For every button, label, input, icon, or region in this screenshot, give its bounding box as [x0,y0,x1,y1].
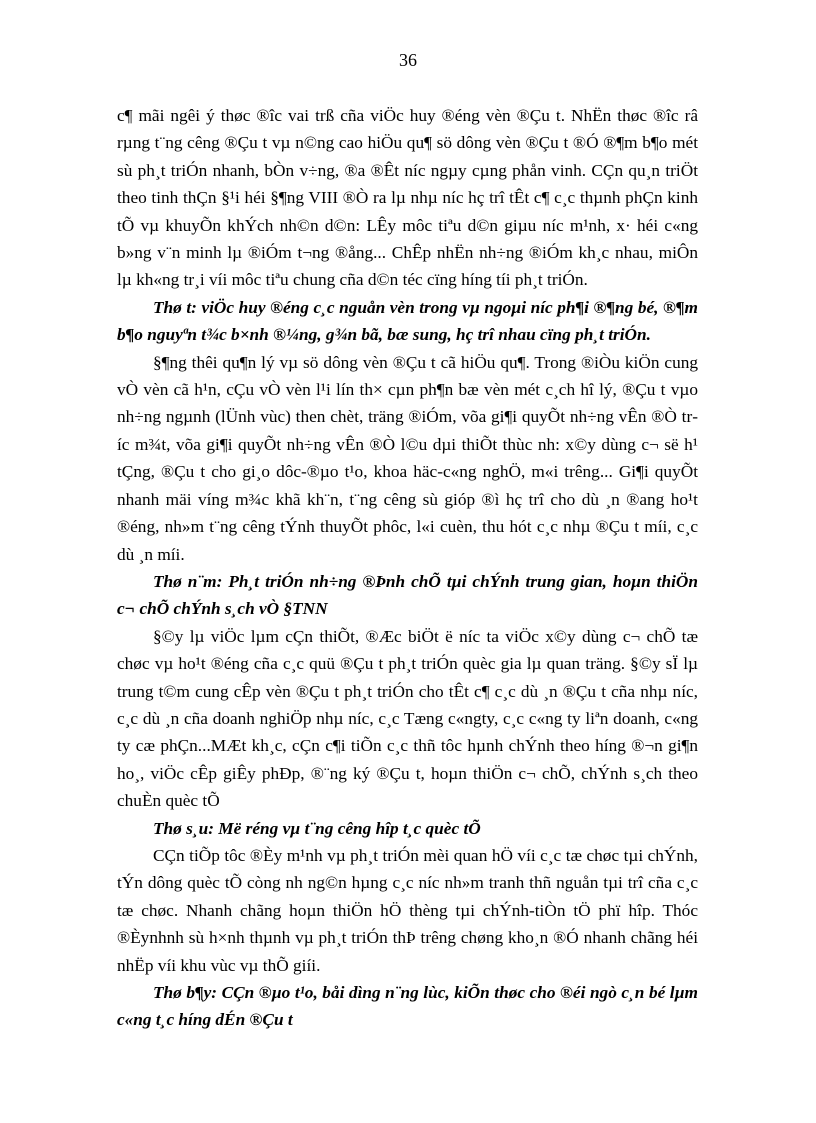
page-number: 36 [399,50,417,70]
section-heading-sixth: Thø s¸u: Më réng vµ t¨ng cêng hîp t¸c quèc tÕ [153,818,481,838]
paragraph-fourth: §¶ng thêi qu¶n lý vµ sö dông vèn ®Çu t cã hiÖu qu¶. Trong ®iÒu kiÖn cung vÒ vèn cã h¹n, cÇu vÒ vèn l¹i lín th× cµn ph¶n bæ vèn mét c¸ch hî lý, ®Çu t vµo nh÷ng ngµnh (lÜnh vùc) then chèt, träng ®iÓm, võa gi¶i quyÕt nh÷ng vÊn ®Ò tríc m¾t, võa gi¶i quyÕt nh÷ng vÊn ®Ò l©u dµi thiÕt thùc nh: x©y dùng c¬ së h¹ tÇng, ®Çu t cho gi¸o dôc-®µo t¹o, khoa häc-c«ng nghÖ, m«i trêng... Gi¶i quyÕt nhanh mäi víng m¾c khã kh¨n, t¨ng cêng sù gióp ®ì hç trî cho dù ¸n ®ang ho¹t ®éng, nh»m t¨ng cêng tÝnh thuyÕt phôc, l«i cuèn, thu hót c¸c nhµ ®Çu t míi, c¸c dù ¸n míi. [117,352,698,564]
document-body [117,102,698,1034]
paragraph-fifth: §©y lµ viÖc lµm cÇn thiÕt, ®Æc biÖt ë níc ta viÖc x©y dùng c¬ chÕ tæ chøc vµ ho¹t ®éng cña c¸c quü ®Çu t ph¸t triÓn quèc gia lµ quan träng. §©y sÏ lµ trung t©m cung cÊp vèn ®Çu t ph¸t triÓn cho tÊt c¶ c¸c dù ¸n ®Çu t cña nhµ níc, c¸c dù ¸n cña doanh nghiÖp nhµ níc, c¸c Tæng c«ngty, c¸c c«ng ty liªn doanh, c«ng ty cæ phÇn...MÆt kh¸c, cÇn c¶i tiÕn c¸c thñ tôc hµnh chÝnh theo híng ®¬n gi¶n ho¸, viÖc cÊp giÊy phÐp, ®¨ng ký ®Çu t, hoµn thiÖn c¬ chÕ, chÝnh s¸ch theo chuÈn quèc tÕ [117,626,698,811]
paragraph-sixth: CÇn tiÕp tôc ®Èy m¹nh vµ ph¸t triÓn mèi quan hÖ víi c¸c tæ chøc tµi chÝnh, tÝn dông quèc tÕ còng nh ng©n hµng c¸c níc nh»m tranh thñ nguån tµi trî cña c¸c tæ chøc. Nhanh chãng hoµn thiÖn hÖ thèng tµi chÝnh-tiÒn tÖ phï hîp. Thóc ®Èynhnh sù h×nh thµnh vµ ph¸t triÓn thÞ trêng chøng kho¸n ®Ó nhanh chãng héi nhËp víi khu vùc vµ thÕ giíi. [117,845,698,975]
paragraph-intro: c¶ mãi ngêi ý thøc ®îc vai trß cña viÖc huy ®éng vèn ®Çu t. NhËn thøc ®îc râ rµng t¨ng cêng ®Çu t vµ n©ng cao hiÖu qu¶ sö dông vèn ®Çu t ®Ó ®¶m b¶o mét sù ph¸t triÓn nhanh, bÒn v÷ng, ®a ®Êt níc ngµy cµng phån vinh. CÇn qu¸n triÖt theo tinh thÇn §¹i héi §¶ng VIII ®Ò ra lµ nhµ níc hç trî tÊt c¶ c¸c thµnh phÇn kinh tÕ vµ khuyÕn khÝch nh©n d©n: LÊy môc tiªu d©n giµu níc m¹nh, x· héi c«ng b»ng v¨n minh lµ ®iÓm t¬ng ®ång... ChÊp nhËn nh÷ng ®iÓm kh¸c nhau, miÔn lµ kh«ng tr¸i víi môc tiªu chung cña d©n téc cïng híng tíi ph¸t triÓn. [117,106,698,290]
section-heading-seventh: Thø b¶y: CÇn ®µo t¹o, båi dìng n¨ng lùc, kiÕn thøc cho ®éi ngò c¸n bé lµm c«ng t¸c híng dÉn ®Çu t [117,983,698,1030]
section-heading-fourth: Thø t: viÖc huy ®éng c¸c nguån vèn trong vµ ngoµi níc ph¶i ®¶ng bé, ®¶m b¶o nguyªn t¾c b×nh ®¼ng, g¾n bã, bæ sung, hç trî nhau cïng ph¸t triÓn. [117,297,698,345]
section-heading-fifth: Thø n¨m: Ph¸t triÓn nh÷ng ®Þnh chÕ tµi chÝnh trung gian, hoµn thiÖn c¬ chÕ chÝnh s¸ch vÒ §TNN [117,571,698,619]
